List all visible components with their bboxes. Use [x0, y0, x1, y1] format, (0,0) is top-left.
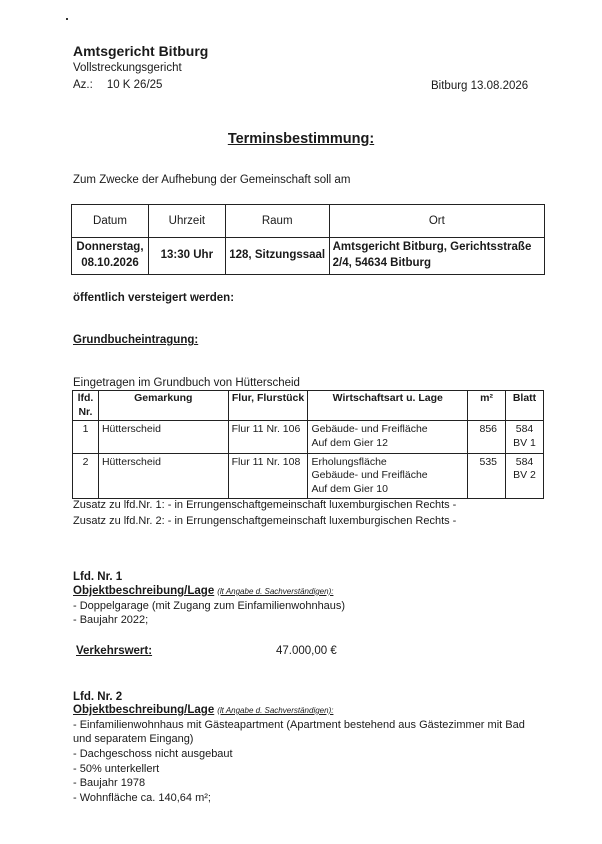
appointment-place	[329, 238, 544, 275]
row-wirtschaft	[308, 421, 468, 453]
header-raum: Raum	[225, 205, 329, 238]
place-line-2: 2/4, 54634 Bitburg	[332, 257, 432, 269]
lot-2-description-heading	[73, 704, 333, 716]
header-datum: Datum	[72, 205, 149, 238]
appointment-table	[71, 204, 545, 275]
land-register-table	[72, 390, 544, 499]
land-register-intro: Eingetragen im Grundbuch von Hütterscheid	[73, 377, 300, 389]
lot-2-description-note: (lt Angabe d. Sachverständigen):	[217, 706, 334, 715]
file-reference	[73, 79, 162, 91]
lot-1-description-title: Objektbeschreibung/Lage	[73, 585, 215, 597]
header-lfd	[73, 391, 99, 421]
row-wirtschaft-line: Gebäude- und Freifläche	[311, 423, 428, 436]
supplement-note-1: Zusatz zu lfd.Nr. 1: - in Errungenschaftgemeinschaft luxemburgischen Rechts -	[73, 499, 457, 511]
row-m2: 535	[468, 453, 506, 499]
row-flur: Flur 11 Nr. 106	[228, 421, 308, 453]
row-wirtschaft-line: Auf dem Gier 12	[311, 436, 388, 449]
appointment-header-row	[72, 205, 545, 238]
place-line-1: Amtsgericht Bitburg, Gerichtsstraße	[332, 241, 532, 254]
market-value-label: Verkehrswert:	[76, 645, 153, 657]
supplement-note-2: Zusatz zu lfd.Nr. 2: - in Errungenschaftgemeinschaft luxemburgischen Rechts -	[73, 515, 457, 527]
appointment-date	[72, 238, 149, 275]
row-blatt-number: 584	[515, 455, 534, 468]
land-register-heading: Grundbucheintragung:	[73, 334, 199, 346]
header-wirtschaft: Wirtschaftsart u. Lage	[308, 391, 468, 421]
lot-2-description-title: Objektbeschreibung/Lage	[73, 704, 215, 716]
list-item: - Einfamilienwohnhaus mit Gästeapartment (Apartment bestehend aus Gästezimmer mit Bad	[73, 719, 525, 731]
row-wirtschaft-line: Gebäude- und Freifläche	[311, 469, 428, 482]
document-title: Terminsbestimmung:	[227, 131, 375, 147]
row-blatt-number: 584	[515, 423, 534, 436]
row-blatt-bv: BV 1	[513, 436, 536, 449]
court-department: Vollstreckungsgericht	[73, 62, 182, 74]
list-item: - Wohnfläche ca. 140,64 m²;	[73, 792, 211, 804]
header-lfd-line-1: lfd.	[77, 392, 94, 404]
header-blatt: Blatt	[506, 391, 544, 421]
list-item: - 50% unterkellert	[73, 763, 160, 775]
row-gemarkung: Hütterscheid	[98, 453, 228, 499]
header-flur: Flur, Flurstück	[228, 391, 308, 421]
row-blatt	[506, 421, 544, 453]
scan-speck	[66, 18, 68, 20]
lot-2-label: Lfd. Nr. 2	[73, 691, 123, 703]
intro-text: Zum Zwecke der Aufhebung der Gemeinschaft soll am	[73, 174, 351, 186]
header-gemarkung: Gemarkung	[98, 391, 228, 421]
list-item: - Dachgeschoss nicht ausgebaut	[73, 748, 233, 760]
row-wirtschaft-line: Auf dem Gier 10	[311, 482, 388, 495]
row-lfd: 1	[73, 421, 99, 453]
lot-1-label: Lfd. Nr. 1	[73, 571, 123, 583]
row-lfd: 2	[73, 453, 99, 499]
date-value: 08.10.2026	[81, 257, 139, 269]
header-lfd-line-2: Nr.	[78, 405, 93, 418]
header-m2: m²	[468, 391, 506, 421]
auction-statement: öffentlich versteigert werden:	[73, 292, 235, 304]
list-item: und separatem Eingang)	[73, 733, 194, 745]
court-name: Amtsgericht Bitburg	[73, 43, 209, 59]
row-blatt-bv: BV 2	[513, 469, 536, 482]
lot-1-description-heading	[73, 585, 333, 597]
list-item: - Baujahr 2022;	[73, 614, 149, 626]
appointment-row	[72, 238, 545, 275]
lot-1-description-note: (lt Angabe d. Sachverständigen):	[217, 587, 334, 596]
row-m2: 856	[468, 421, 506, 453]
appointment-room: 128, Sitzungssaal	[225, 238, 329, 275]
row-blatt	[506, 453, 544, 499]
appointment-time: 13:30 Uhr	[148, 238, 225, 275]
table-row	[73, 421, 544, 453]
row-wirtschaft-line: Erholungsfläche	[311, 455, 387, 468]
row-wirtschaft	[308, 453, 468, 499]
list-item: - Doppelgarage (mit Zugang zum Einfamilienwohnhaus)	[73, 600, 346, 612]
market-value: 47.000,00 €	[276, 645, 337, 657]
header-ort: Ort	[329, 205, 544, 238]
file-reference-label: Az.:	[73, 79, 93, 91]
table-row	[73, 453, 544, 499]
date-weekday: Donnerstag,	[76, 241, 144, 254]
row-flur: Flur 11 Nr. 108	[228, 453, 308, 499]
header-uhrzeit: Uhrzeit	[148, 205, 225, 238]
row-gemarkung: Hütterscheid	[98, 421, 228, 453]
list-item: - Baujahr 1978	[73, 777, 146, 789]
land-register-header-row	[73, 391, 544, 421]
place-date: Bitburg 13.08.2026	[431, 80, 529, 92]
file-reference-value: 10 K 26/25	[106, 79, 163, 91]
